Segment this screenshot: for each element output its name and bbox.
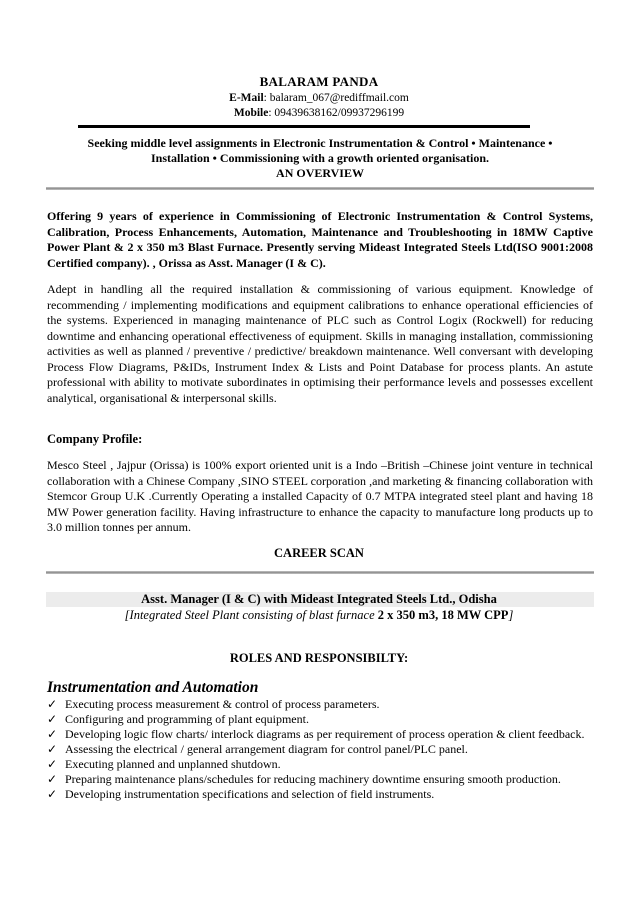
- list-item-text: Executing process measurement & control of process parameters.: [65, 697, 380, 711]
- roles-heading: ROLES AND RESPONSIBILTY:: [229, 651, 409, 665]
- company-profile-text: Mesco Steel , Jajpur (Orissa) is 100% export oriented unit is a Indo –British –Chinese joint venture in technical collaboration with a Chinese Company ,SINO STEEL corporation ,and marketing & financing collaboration with Stemcor Group U.K .Currently Operating a installed Capacity of 0.7 MTPA integrated steel plant and having 18 MW Power generation facility. Having infrastructure to enhance the capacity to manufacture long products up to 3.0 million tonnes per annum.: [47, 458, 593, 534]
- career-scan-heading: CAREER SCAN: [274, 546, 364, 560]
- check-mark-icon: ✓: [47, 727, 58, 741]
- check-mark-icon: ✓: [47, 757, 58, 771]
- list-item-text: Preparing maintenance plans/schedules for reducing machinery downtime ensuring smooth production.: [65, 772, 561, 786]
- overview-heading: AN OVERVIEW: [276, 166, 364, 180]
- mobile-label: Mobile: [233, 107, 269, 119]
- mobile-line: [0, 107, 638, 119]
- list-item: [47, 787, 593, 802]
- list-item-text: Executing planned and unplanned shutdown.: [65, 757, 281, 771]
- job-subtitle-close: ]: [508, 608, 514, 622]
- overview-summary: Offering 9 years of experience in Commissioning of Electronic Instrumentation & Control Systems, Calibration, Process Enhancements, Automation, Maintenance and Troubleshooting in 18MW Captive Power Plant & 2 x 350 m3 Blast Furnace. Presently serving Mideast Integrated Steels Ltd(ISO 9001:2008 Certified company). , Orissa as Asst. Manager (I & C).: [47, 209, 593, 270]
- check-mark-icon: ✓: [47, 712, 58, 726]
- overview-detail: Adept in handling all the required installation & commissioning of various equipment. Knowledge of recommending / implementing modifications and equipment calibrations to enhance operational efficiencies of the systems. Experienced in managing maintenance of PLC such as Control Logix (Rockwell) for reducing downtime and enhancing operational effectiveness of equipment. Skills in managing installation, commissioning activities as well as planned / preventive / predictive/ breakdown maintenance. Well conversant with developing Process Flow Diagrams, P&IDs, Instrument Index & Lists and Point Database for process plants. An astute professional with ability to motivate subordinates in optimising their performance levels and possesses excellent analytical, organisational & interpersonal skills.: [47, 282, 593, 405]
- job-subtitle-bold: 2 x 350 m3, 18 MW CPP: [377, 608, 509, 622]
- overview-divider: [46, 187, 594, 190]
- job-title: Asst. Manager (I & C) with Mideast Integrated Steels Ltd., Odisha: [141, 592, 497, 606]
- instrumentation-heading: Instrumentation and Automation: [47, 679, 259, 696]
- list-item: [47, 727, 593, 742]
- list-item-text: Developing logic flow charts/ interlock diagrams as per requirement of process operation & client feedback.: [65, 727, 585, 741]
- candidate-name: BALARAM PANDA: [259, 74, 379, 89]
- list-item: [47, 712, 593, 727]
- career-divider: [46, 571, 594, 574]
- check-mark-icon: ✓: [47, 772, 58, 786]
- email-label: E-Mail: [229, 92, 264, 104]
- mobile-value: : 09439638162/09937296199: [268, 107, 405, 119]
- objective-line-1: Seeking middle level assignments in Electronic Instrumentation & Control • Maintenance •: [87, 136, 553, 150]
- list-item-text: Assessing the electrical / general arrangement diagram for control panel/PLC panel.: [65, 742, 468, 756]
- objective-line-2: Installation • Commissioning with a growth oriented organisation.: [150, 151, 489, 165]
- check-mark-icon: ✓: [47, 742, 58, 756]
- header-divider: [78, 125, 530, 128]
- list-item: [47, 742, 593, 757]
- list-item-text: Developing instrumentation specifications and selection of field instruments.: [65, 787, 435, 801]
- job-subtitle: [0, 608, 638, 623]
- check-mark-icon: ✓: [47, 697, 58, 711]
- email-value: : balaram_067@rediffmail.com: [263, 92, 409, 104]
- email-line: [0, 92, 638, 104]
- list-item: [47, 772, 593, 787]
- list-item-text: Configuring and programming of plant equipment.: [65, 712, 309, 726]
- list-item: [47, 757, 593, 772]
- objective-block: [46, 136, 594, 181]
- company-profile-heading: Company Profile:: [47, 432, 143, 446]
- list-item: [47, 697, 593, 712]
- check-mark-icon: ✓: [47, 787, 58, 801]
- job-subtitle-italic: [Integrated Steel Plant consisting of blast furnace: [124, 608, 378, 622]
- responsibility-list: [47, 697, 593, 802]
